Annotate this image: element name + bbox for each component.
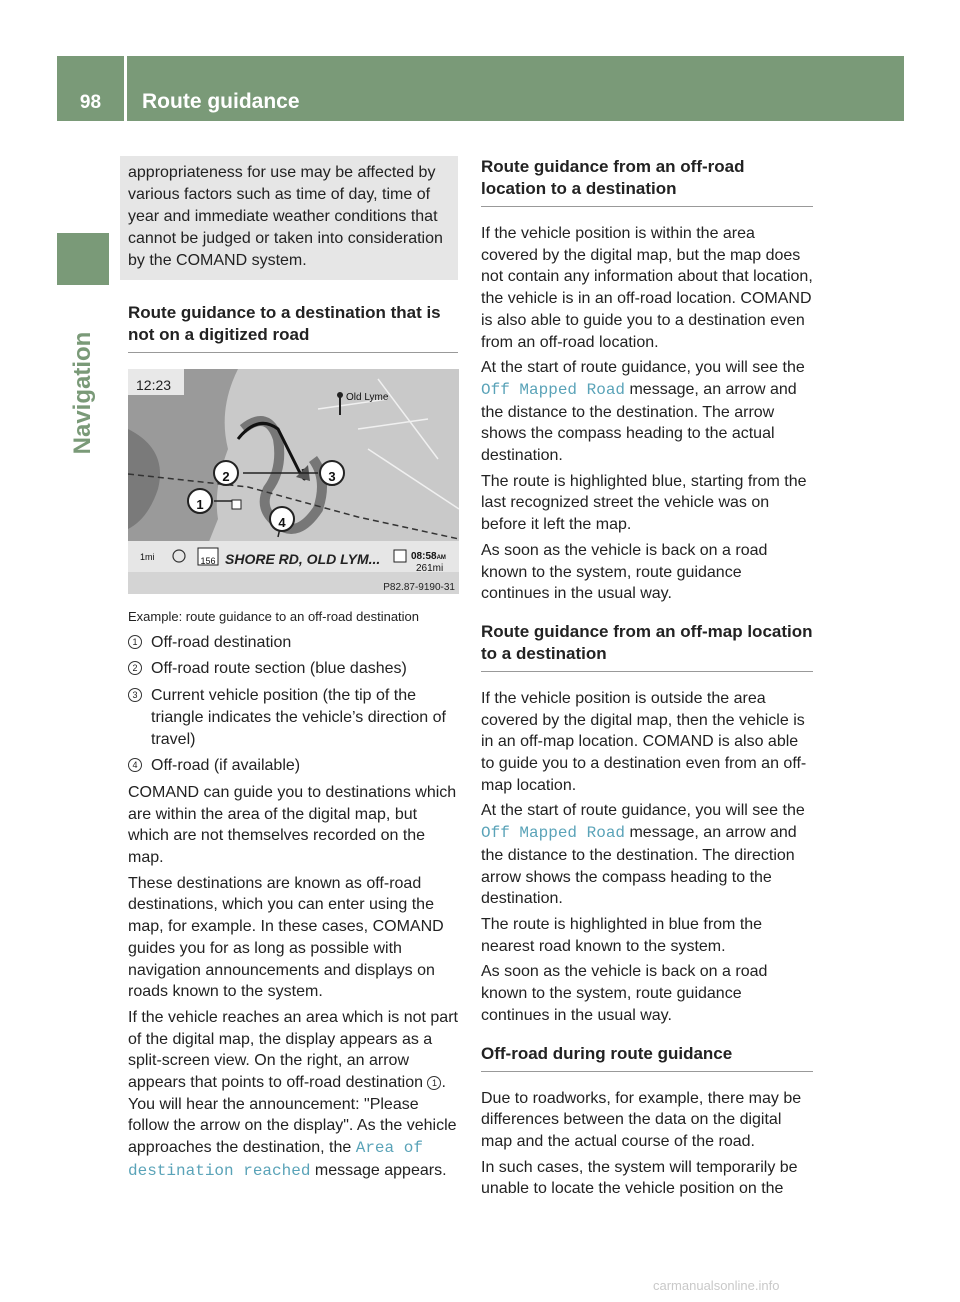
body-paragraph: As soon as the vehicle is back on a road known to the system, route guidance continues in the usual way. [481,963,768,1024]
body-paragraph: The route is highlighted blue, starting from the last recognized street the vehicle was on before it left the map. [481,472,807,534]
legend-item [128,755,458,777]
section-heading: Route guidance from an off-map location to a destination [481,621,813,672]
callout-2: 2 [222,469,230,484]
legend-number: 2 [128,661,142,675]
display-message: Off Mapped Road [481,380,626,399]
notice-box [120,156,458,280]
side-tab-marker [57,233,109,285]
section-heading: Off-road during route guidance [481,1043,813,1072]
map-scale: 1mi [140,552,155,562]
legend-text: Current vehicle position (the tip of the triangle indicates the vehicle’s direction of travel) [151,687,446,748]
page-number: 98 [79,92,102,113]
body-paragraph: The route is highlighted in blue from the nearest road known to the system. [481,915,763,955]
figure-code: P82.87-9190-31 [383,582,455,593]
legend-number: 4 [128,758,142,772]
section-heading: Route guidance to a destination that is not on a digitized road [128,302,458,353]
current-road-label: SHORE RD, OLD LYM... [225,551,381,567]
chapter-title: Route guidance [142,90,300,113]
body-paragraph: At the start of route guidance, you will see the Off Mapped Road message, an arrow and the distance to the destination. The arrow shows the compass heading to the actual destination. [481,359,805,465]
body-paragraph: If the vehicle position is outside the area covered by the digital map, then the vehicle is in an off-map location. COMAND is also able to guide you to a destination even from an off-map location. [481,689,807,794]
display-message: Area of destination reached [128,1139,423,1180]
body-paragraph: As soon as the vehicle is back on a road known to the system, route guidance continues in the usual way. [481,541,768,603]
page-header [57,56,904,121]
body-paragraph: At the start of route guidance, you will see the Off Mapped Road message, an arrow and the distance to the destination. The direction arrow shows the compass heading to the destination. [481,802,805,908]
body-paragraph: COMAND can guide you to destinations which are within the area of the digital map, but which are not themselves recorded on the map. [128,783,457,867]
map-distance: 261mi [416,563,444,574]
legend-item [128,658,458,680]
map-time: 12:23 [136,377,172,393]
section-heading: Route guidance from an off-road location to a destination [481,156,813,207]
display-message: Off Mapped Road [481,824,626,843]
map-figure [128,369,459,594]
figure-caption: Example: route guidance to an off-road destination [128,609,420,624]
notice-text: appropriateness for use may be affected by various factors such as time of day, time of year and immediate weather conditions that cannot be judged or taken into consideration by the COMAND system. [128,164,443,269]
legend-item [128,685,458,750]
legend-text: Off-road route section (blue dashes) [151,660,407,678]
callout-4: 4 [278,515,286,530]
body-paragraph: If the vehicle position is within the area covered by the digital map, but the map does not contain any information about that location, the vehicle is in an off-road location. COMAND is also able to guide you to a destination even from an off-road location. [481,225,813,351]
route-number-sign: 156 [200,556,216,566]
legend-number: 3 [128,688,142,702]
body-paragraph: If the vehicle reaches an area which is not part of the digital map, the display appears as a split-screen view. On the right, an arrow appears that points to off-road destination 1 . You will hear the announcement: "Please follow the arrow on the display". As the vehicle approaches the destination, the Area of destination reached message appears. [128,1008,458,1180]
callout-3: 3 [328,469,336,484]
right-column [481,156,813,1204]
callout-1: 1 [196,497,204,512]
body-paragraph: Due to roadworks, for example, there may be differences between the data on the digital map and the actual course of the road. [481,1089,802,1150]
legend-item [128,632,458,654]
callout-legend [128,632,458,777]
body-paragraph: These destinations are known as off-road destinations, which you can enter using the map, for example. In these cases, COMAND guides you for as long as possible with navigation announcements and displays on roads known to the system. [128,874,444,1001]
watermark: carmanualsonline.info [653,1278,780,1293]
side-tab-label: Navigation [69,331,96,455]
legend-text: Off-road destination [151,633,292,651]
legend-number: 1 [128,635,142,649]
map-clock: 08:58AM [411,551,446,562]
legend-text: Off-road (if available) [151,757,301,775]
body-paragraph: In such cases, the system will temporarily be unable to locate the vehicle position on the [481,1158,798,1198]
map-place-label: Old Lyme [346,392,389,403]
inline-callout: 1 [427,1076,441,1090]
left-column [128,156,458,1187]
header-divider [124,56,127,121]
